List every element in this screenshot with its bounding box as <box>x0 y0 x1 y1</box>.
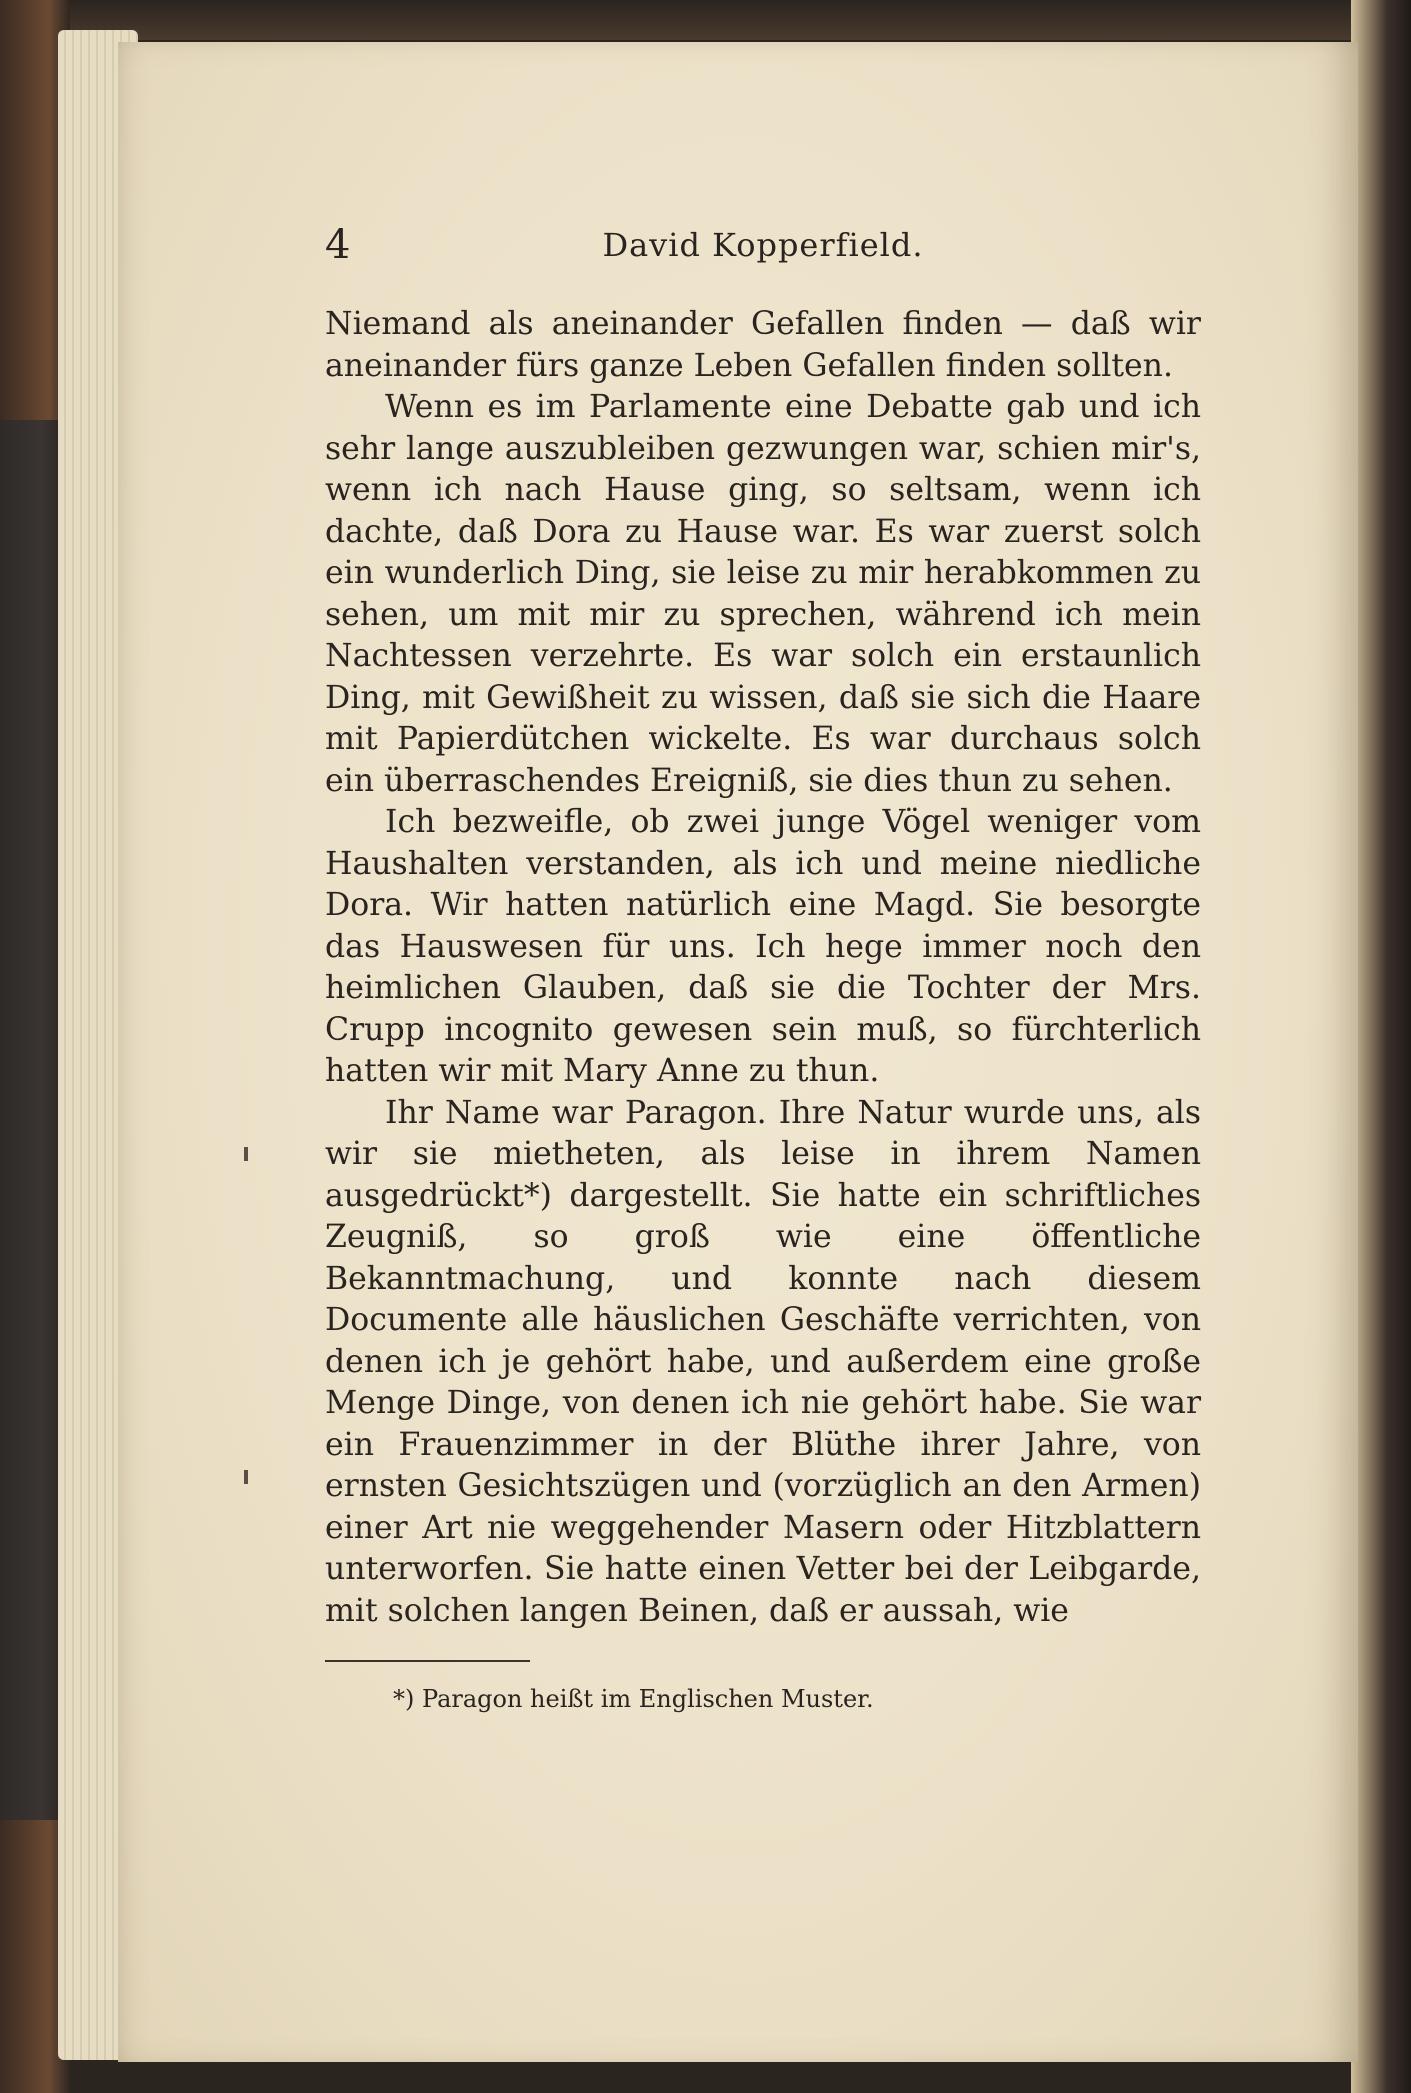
footnote: *) Paragon heißt im Englischen Muster. <box>393 1685 874 1713</box>
page-number: 4 <box>325 222 352 268</box>
paragraph: Wenn es im Parlamente eine Debatte gab und ich sehr lange auszubleiben gezwungen war, schien mir's, wenn ich nach Hause ging, so seltsam, wenn ich dachte, daß Dora zu Hause war. Es war zuerst solch ein wunderlich Ding, sie leise zu mir herabkommen zu sehen, um mit mir zu sprechen, während ich mein Nachtessen verzehrte. Es war solch ein erstaunlich Ding, mit Gewißheit zu wissen, daß sie sich die Haare mit Papierdütchen wickelte. Es war durchaus solch ein überraschendes Ereigniß, sie dies thun zu sehen. <box>325 389 1201 799</box>
margin-mark <box>244 1470 248 1484</box>
running-head <box>325 222 1201 274</box>
margin-mark <box>244 1147 248 1161</box>
book-cover-top <box>0 0 1411 40</box>
paragraph: Ihr Name war Paragon. Ihre Natur wurde uns, als wir sie mietheten, als leise in ihrem Namen ausgedrückt*) dargestellt. Sie hatte ein schriftliches Zeugniß, so groß wie eine öffentliche Bekanntmachung, und konnte nach diesem Documente alle häuslichen Geschäfte verrichten, von denen ich je gehört habe, und außerdem eine große Menge Dinge, von denen ich nie gehört habe. Sie war ein Frauenzimmer in der Blüthe ihrer Jahre, von ernsten Gesichtszügen und (vorzüglich an den Armen) einer Art nie weggehender Masern oder Hitzblattern unterworfen. Sie hatte einen Vetter bei der Leibgarde, mit solchen langen Beinen, daß er aussah, wie <box>325 1094 1201 1629</box>
text-block <box>325 222 1201 1714</box>
paragraph: Ich bezweifle, ob zwei junge Vögel weniger vom Haushalten verstanden, als ich und meine niedliche Dora. Wir hatten natürlich eine Magd. Sie besorgte das Hauswesen für uns. Ich hege immer noch den heimlichen Glauben, daß sie die Tochter der Mrs. Crupp incognito gewesen sein muß, so fürchterlich hatten wir mit Mary Anne zu thun. <box>325 804 1201 1089</box>
book-gutter-right <box>1351 0 1411 2093</box>
body-text <box>325 304 1201 1632</box>
running-title: David Kopperfield. <box>602 226 924 264</box>
footnote-rule <box>325 1660 530 1662</box>
paragraph: Niemand als aneinander Gefallen finden — daß wir aneinander fürs ganze Leben Gefallen finden sollten. <box>325 306 1201 384</box>
